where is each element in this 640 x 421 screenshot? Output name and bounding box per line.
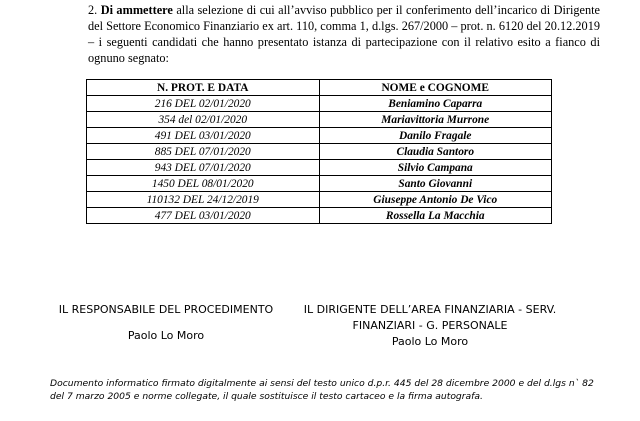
signature-role: IL RESPONSABILE DEL PROCEDIMENTO (58, 303, 274, 316)
cell-name: Rossella La Macchia (319, 208, 552, 224)
signature-responsabile (50, 302, 282, 344)
signature-dirigente (290, 302, 570, 350)
cell-name: Claudia Santoro (319, 144, 552, 160)
signature-role-line2: FINANZIARI - G. PERSONALE (352, 319, 508, 332)
cell-prot: 491 DEL 03/01/2020 (87, 128, 320, 144)
cell-prot: 477 DEL 03/01/2020 (87, 208, 320, 224)
candidates-table (86, 79, 552, 224)
signature-person: Paolo Lo Moro (391, 335, 469, 348)
paragraph-text: alla selezione di cui all’avviso pubblico per il conferimento dell’incarico di Dirigente del Settore Economico Finanziario ex art. 110, comma 1, d.lgs. 267/2000 – prot. n. 6120 del 20.12.2019 – i seguenti candidati che hanno presentato istanza di partecipazione con il relativo esito a fianco di ognuno segnato: (88, 3, 601, 65)
signature-role-line1: IL DIRIGENTE DELL’AREA FINANZIARIA - SERV. (303, 303, 557, 316)
cell-prot: 216 DEL 02/01/2020 (87, 96, 320, 112)
cell-name: Santo Giovanni (319, 176, 552, 192)
cell-name: Giuseppe Antonio De Vico (319, 192, 552, 208)
cell-name: Silvio Campana (319, 160, 552, 176)
cell-name: Beniamino Caparra (319, 96, 552, 112)
signature-person: Paolo Lo Moro (127, 329, 205, 342)
cell-prot: 110132 DEL 24/12/2019 (87, 192, 320, 208)
cell-prot: 354 del 02/01/2020 (87, 112, 320, 128)
table-row (87, 144, 552, 160)
table-row (87, 192, 552, 208)
header-prot: N. PROT. E DATA (87, 80, 320, 96)
cell-prot: 943 DEL 07/01/2020 (87, 160, 320, 176)
table-row (87, 128, 552, 144)
paragraph-number: 2. (88, 3, 98, 17)
header-name: NOME e COGNOME (319, 80, 552, 96)
cell-prot: 885 DEL 07/01/2020 (87, 144, 320, 160)
paragraph-bold-phrase: Di ammettere (100, 3, 173, 17)
table-row (87, 112, 552, 128)
table-row (87, 208, 552, 224)
table-header-row (87, 80, 552, 96)
table-row (87, 160, 552, 176)
admission-paragraph (88, 2, 600, 66)
cell-prot: 1450 DEL 08/01/2020 (87, 176, 320, 192)
cell-name: Mariavittoria Murrone (319, 112, 552, 128)
table-row (87, 96, 552, 112)
cell-name: Danilo Fragale (319, 128, 552, 144)
table-row (87, 176, 552, 192)
digital-signature-notice: Documento informatico firmato digitalmente ai sensi del testo unico d.p.r. 445 del 28 dicembre 2000 e del d.lgs n` 82 del 7 marzo 2005 e norme collegate, il quale sostituisce il testo cartaceo e la firma autografa. (50, 378, 594, 402)
